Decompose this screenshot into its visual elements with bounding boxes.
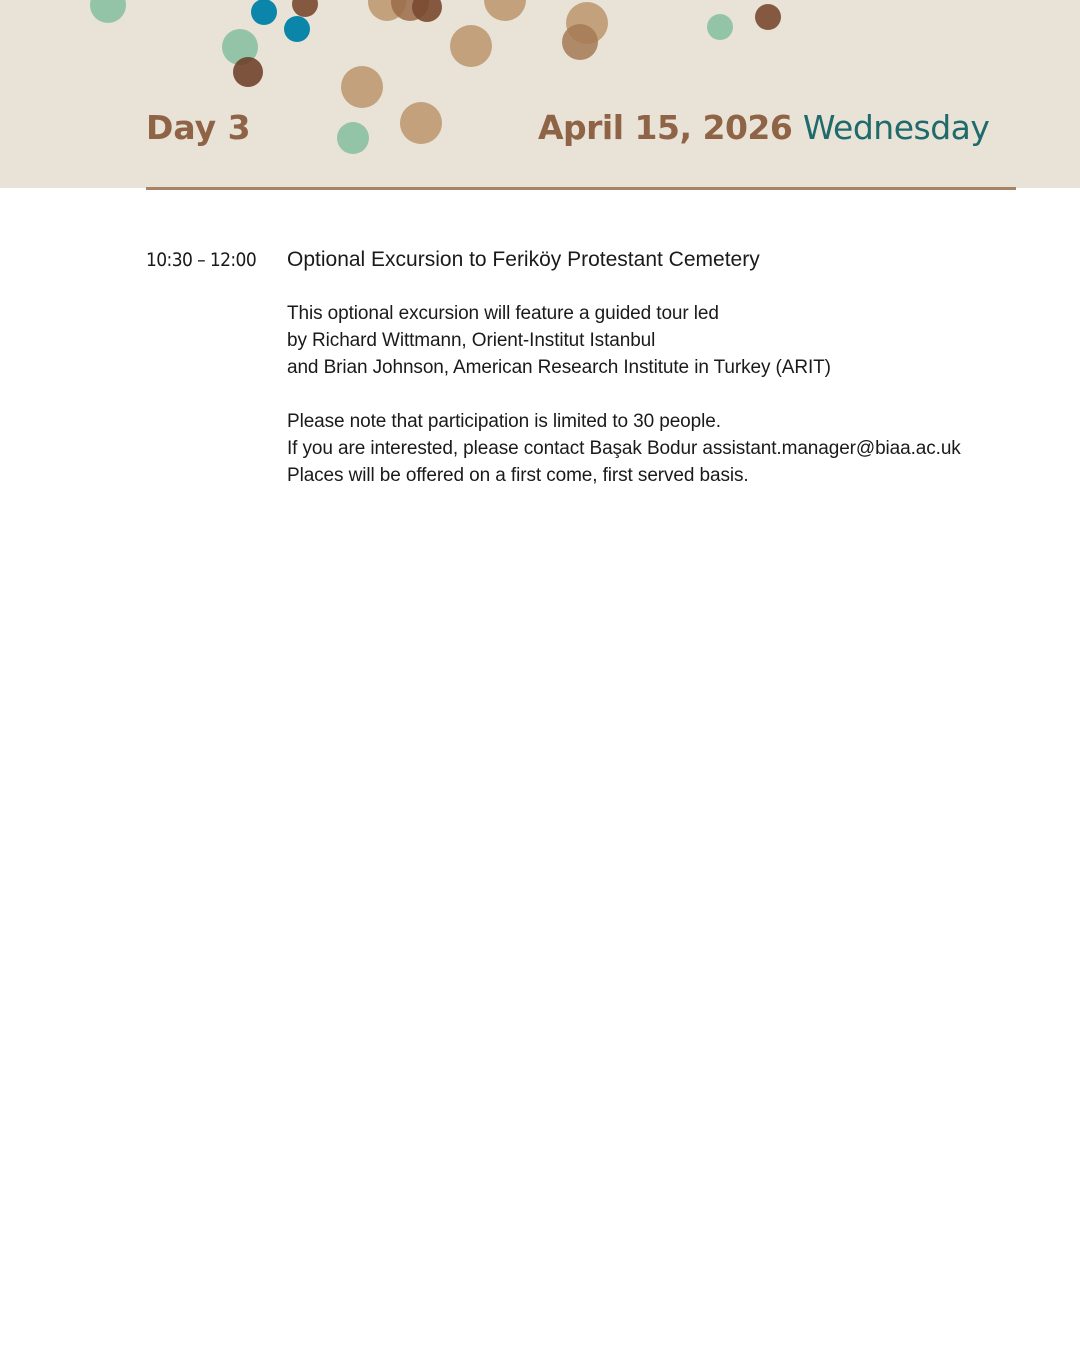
description-line: by Richard Wittmann, Orient-Institut Istanbul bbox=[287, 330, 656, 351]
session-title: Optional Excursion to Feriköy Protestant Cemetery bbox=[287, 248, 760, 271]
dot bbox=[484, 0, 526, 21]
header-divider bbox=[146, 187, 1016, 190]
session-description bbox=[287, 300, 1047, 381]
note-line: Places will be offered on a first come, first served basis. bbox=[287, 465, 749, 486]
description-line: and Brian Johnson, American Research Institute in Turkey (ARIT) bbox=[287, 357, 831, 378]
dot bbox=[233, 57, 263, 87]
note-line: If you are interested, please contact Başak Bodur assistant.manager@biaa.ac.uk bbox=[287, 438, 961, 459]
date-heading bbox=[538, 108, 989, 148]
dot bbox=[90, 0, 126, 23]
header-band bbox=[0, 0, 1080, 188]
weekday-text: Wednesday bbox=[802, 108, 990, 147]
session-note bbox=[287, 408, 1047, 489]
description-line: This optional excursion will feature a guided tour led bbox=[287, 303, 719, 324]
note-line: Please note that participation is limited to 30 people. bbox=[287, 411, 721, 432]
day-label: Day 3 bbox=[146, 108, 251, 147]
dot bbox=[562, 24, 598, 60]
session-time: 10:30 – 12:00 bbox=[146, 249, 257, 271]
dot bbox=[292, 0, 318, 17]
dot bbox=[337, 122, 369, 154]
date-text: April 15, 2026 bbox=[538, 108, 793, 147]
dot bbox=[251, 0, 277, 25]
session-content bbox=[287, 245, 1047, 516]
dot bbox=[755, 4, 781, 30]
dot bbox=[707, 14, 733, 40]
decorative-dots bbox=[0, 0, 1080, 188]
dot bbox=[450, 25, 492, 67]
dot bbox=[341, 66, 383, 108]
dot bbox=[284, 16, 310, 42]
dot bbox=[400, 102, 442, 144]
